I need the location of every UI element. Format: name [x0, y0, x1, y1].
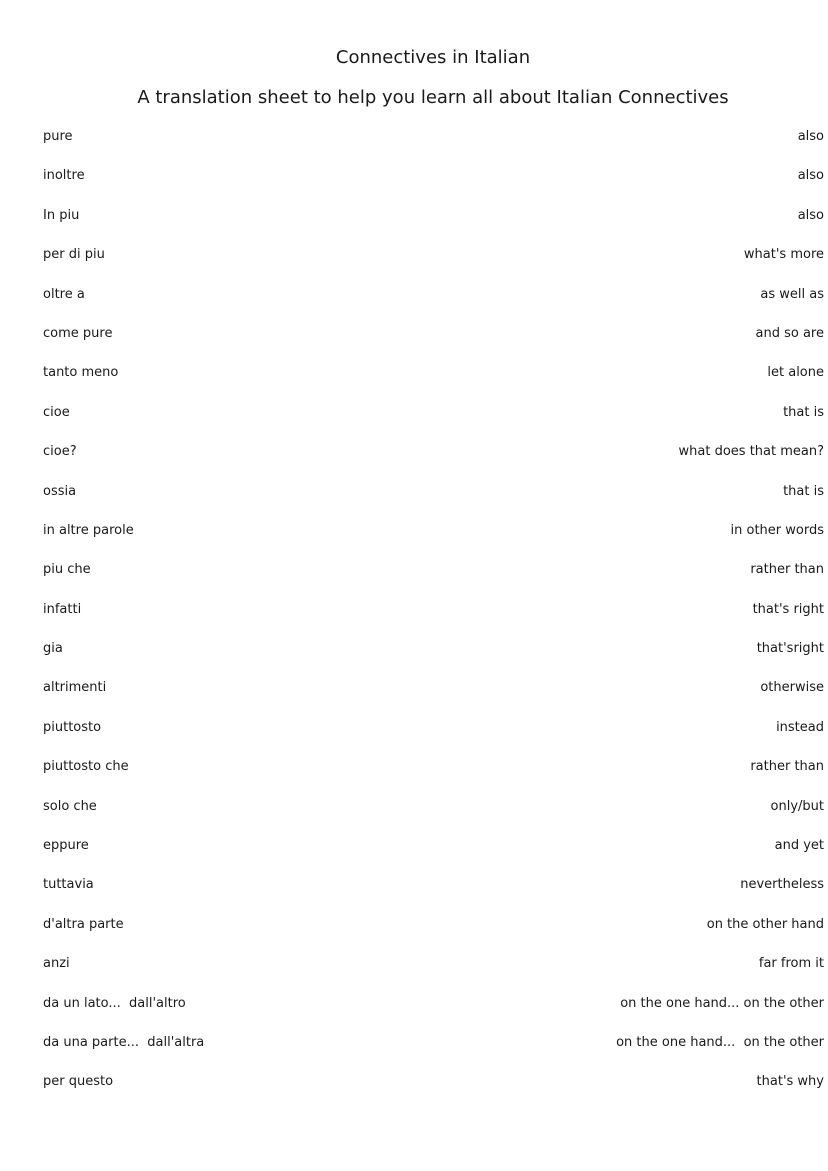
translation-row: [43, 797, 824, 836]
page-title: Connectives in Italian: [335, 47, 531, 68]
italian-term: piuttosto che: [43, 759, 129, 775]
translation-row: [43, 482, 824, 521]
italian-term: come pure: [43, 325, 113, 341]
english-translation: nevertheless: [740, 877, 824, 893]
italian-term: ossia: [43, 483, 77, 499]
italian-term: da una parte... dall'altra: [43, 1034, 205, 1050]
translation-row: [43, 245, 824, 284]
italian-term: oltre a: [43, 286, 85, 302]
english-translation: and yet: [774, 838, 824, 854]
translation-row: [43, 206, 824, 245]
translation-row: [43, 678, 824, 717]
italian-term: eppure: [43, 838, 89, 854]
english-translation: far from it: [758, 956, 824, 972]
english-translation: on the one hand... on the other: [616, 1034, 824, 1050]
english-translation: instead: [776, 719, 824, 735]
english-translation: let alone: [767, 365, 824, 381]
english-translation: that'sright: [756, 641, 824, 657]
translation-row: [43, 521, 824, 560]
translation-row: [43, 954, 824, 993]
translation-row: [43, 994, 824, 1033]
translation-row: [43, 915, 824, 954]
italian-term: In piu: [43, 207, 80, 223]
italian-term: anzi: [43, 956, 70, 972]
translation-row: [43, 560, 824, 599]
italian-term: per di piu: [43, 247, 105, 263]
italian-term: d'altra parte: [43, 916, 124, 932]
english-translation: what's more: [743, 247, 824, 263]
italian-term: tuttavia: [43, 877, 94, 893]
english-translation: on the one hand... on the other: [620, 995, 824, 1011]
italian-term: tanto meno: [43, 365, 119, 381]
english-translation: and so are: [755, 325, 824, 341]
english-translation: that's why: [756, 1074, 824, 1090]
translation-list: [43, 127, 824, 1112]
translation-row: [43, 403, 824, 442]
italian-term: altrimenti: [43, 680, 107, 696]
english-translation: rather than: [750, 562, 824, 578]
italian-term: cioe: [43, 404, 70, 420]
translation-row: [43, 324, 824, 363]
translation-row: [43, 127, 824, 166]
translation-row: [43, 166, 824, 205]
italian-term: per questo: [43, 1074, 114, 1090]
english-translation: what does that mean?: [678, 444, 824, 460]
italian-term: piu che: [43, 562, 91, 578]
english-translation: that is: [783, 483, 824, 499]
translation-row: [43, 757, 824, 796]
translation-row: [43, 363, 824, 402]
translation-row: [43, 639, 824, 678]
italian-term: infatti: [43, 601, 82, 617]
italian-term: cioe?: [43, 444, 77, 460]
italian-term: da un lato... dall'altro: [43, 995, 186, 1011]
english-translation: on the other hand: [706, 916, 824, 932]
english-translation: that is: [783, 404, 824, 420]
translation-row: [43, 1072, 824, 1111]
translation-row: [43, 285, 824, 324]
translation-row: [43, 875, 824, 914]
english-translation: also: [797, 168, 824, 184]
english-translation: only/but: [770, 798, 824, 814]
english-translation: otherwise: [760, 680, 824, 696]
translation-row: [43, 836, 824, 875]
italian-term: in altre parole: [43, 522, 134, 538]
english-translation: in other words: [730, 522, 824, 538]
english-translation: rather than: [750, 759, 824, 775]
translation-row: [43, 600, 824, 639]
english-translation: also: [797, 207, 824, 223]
page-subtitle: A translation sheet to help you learn all about Italian Connectives: [137, 87, 729, 108]
italian-term: piuttosto: [43, 719, 102, 735]
italian-term: pure: [43, 129, 73, 144]
italian-term: solo che: [43, 798, 97, 814]
english-translation: as well as: [760, 286, 824, 302]
translation-row: [43, 718, 824, 757]
translation-row: [43, 442, 824, 481]
italian-term: inoltre: [43, 168, 85, 184]
english-translation: also: [797, 129, 824, 144]
translation-row: [43, 1033, 824, 1072]
italian-term: gia: [43, 641, 63, 657]
english-translation: that's right: [752, 601, 824, 617]
